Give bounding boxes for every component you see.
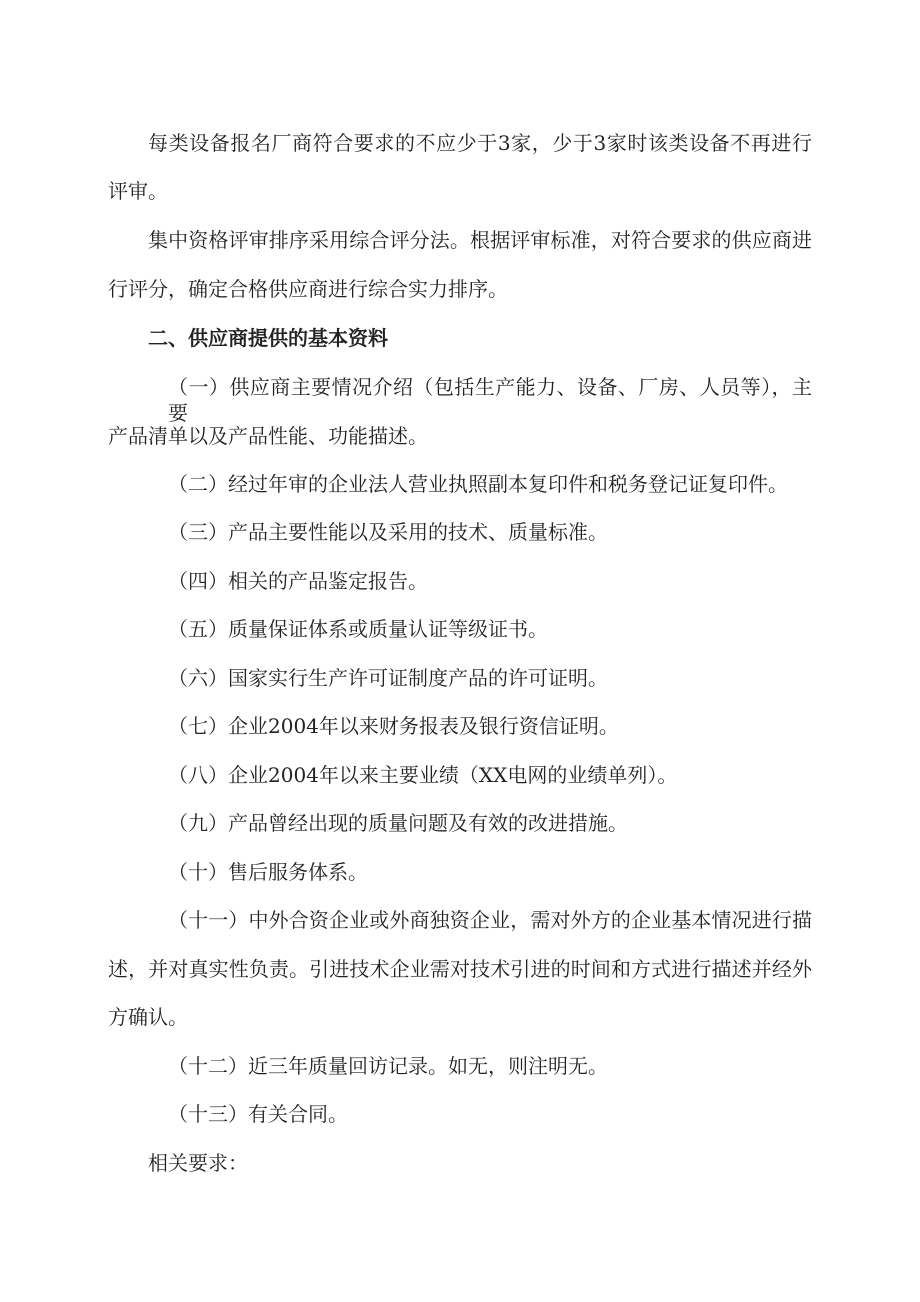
list-item-4: （四）相关的产品鉴定报告。 [168,569,428,593]
list-item-3: （三）产品主要性能以及采用的技术、质量标准。 [168,520,608,544]
paragraph-device-count-line-1: 每类设备报名厂商符合要求的不应少于3家，少于3家时该类设备不再进行 [148,131,812,155]
paragraph-scoring-method-line-1: 集中资格评审排序采用综合评分法。根据评审标准，对符合要求的供应商进 [148,228,812,252]
list-item-9: （九）产品曾经出现的质量问题及有效的改进措施。 [168,811,628,835]
paragraph-device-count-line-2: 评审。 [108,179,168,203]
list-item-1-line-2: 产品清单以及产品性能、功能描述。 [108,424,428,448]
section-heading: 二、供应商提供的基本资料 [148,326,388,350]
list-item-12: （十二）近三年质量回访记录。如无，则注明无。 [168,1054,608,1078]
list-item-7: （七）企业2004年以来财务报表及银行资信证明。 [168,714,619,738]
closing-label: 相关要求： [148,1151,248,1175]
list-item-10: （十）售后服务体系。 [168,860,368,884]
list-item-5: （五）质量保证体系或质量认证等级证书。 [168,617,548,641]
list-item-11-line-1: （十一）中外合资企业或外商独资企业，需对外方的企业基本情况进行描 [168,908,812,932]
list-item-13: （十三）有关合同。 [168,1102,348,1126]
list-item-2: （二）经过年审的企业法人营业执照副本复印件和税务登记证复印件。 [168,472,788,496]
list-item-11-line-2: 述，并对真实性负责。引进技术企业需对技术引进的时间和方式进行描述并经外 [108,957,812,981]
list-item-8: （八）企业2004年以来主要业绩（XX电网的业绩单列）。 [168,763,678,787]
list-item-11-line-3: 方确认。 [108,1005,188,1029]
paragraph-scoring-method-line-2: 行评分，确定合格供应商进行综合实力排序。 [108,277,508,301]
list-item-6: （六）国家实行生产许可证制度产品的许可证明。 [168,666,608,690]
list-item-1-line-1: （一）供应商主要情况介绍（包括生产能力、设备、厂房、人员等），主要 [168,375,812,425]
